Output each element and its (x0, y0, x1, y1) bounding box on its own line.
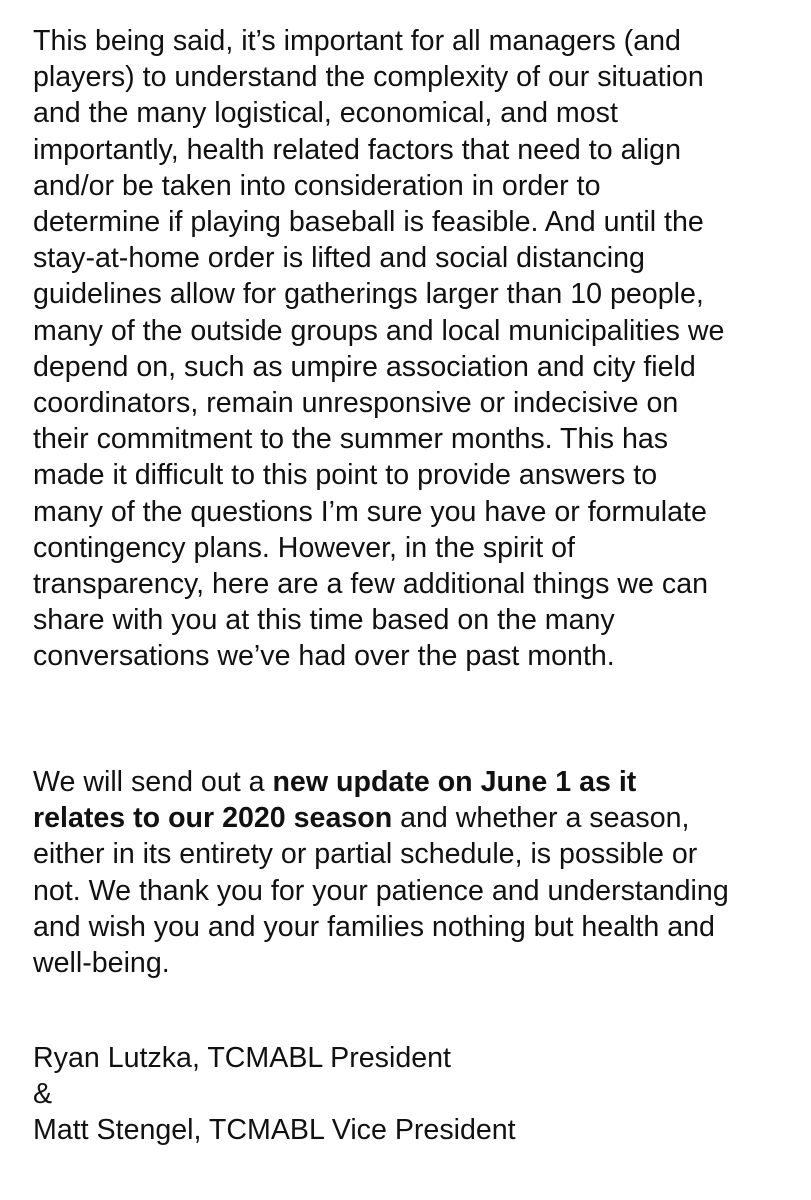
paragraph-update-notice (33, 764, 793, 981)
text-line: many of the questions I’m sure you have or formulate (33, 495, 707, 528)
text-run: and whether a season, (392, 802, 690, 835)
text-line: This being said, it’s important for all managers (and (33, 25, 681, 57)
bold-update-text: new update on June 1 as it (272, 766, 637, 798)
signature-ampersand: & (33, 1078, 53, 1111)
text-line (33, 800, 793, 836)
text-line (33, 764, 793, 800)
signature-president: Ryan Lutzka, TCMABL President (33, 1042, 451, 1074)
text-line: many of the outside groups and local municipalities we (33, 314, 725, 347)
text-line: and wish you and your families nothing but health and (33, 910, 715, 943)
text-line: not. We thank you for your patience and understanding (33, 874, 729, 907)
text-line: share with you at this time based on the many (33, 604, 615, 637)
text-line: made it difficult to this point to provide answers to (33, 459, 658, 492)
text-line: and the many logistical, economical, and most (33, 97, 618, 130)
text-line: determine if playing baseball is feasible. And until the (33, 206, 704, 239)
text-line: transparency, here are a few additional things we can (33, 568, 708, 601)
text-line: guidelines allow for gatherings larger than 10 people, (33, 278, 704, 311)
signature-vice-president: Matt Stengel, TCMABL Vice President (33, 1114, 516, 1147)
text-line: depend on, such as umpire association and city field (33, 350, 696, 383)
signature-block (33, 1040, 793, 1149)
text-line: conversations we’ve had over the past month. (33, 640, 615, 673)
text-line: players) to understand the complexity of our situation (33, 61, 704, 94)
text-line: importantly, health related factors that need to align (33, 133, 681, 166)
text-line: stay-at-home order is lifted and social distancing (33, 242, 645, 275)
text-line: coordinators, remain unresponsive or indecisive on (33, 387, 679, 420)
paragraph-situation (33, 23, 793, 675)
text-line: contingency plans. However, in the spirit of (33, 531, 575, 564)
text-run: We will send out a (33, 766, 273, 798)
text-line: their commitment to the summer months. This has (33, 423, 669, 456)
text-line: either in its entirety or partial schedule, is possible or (33, 838, 698, 871)
text-line: well-being. (33, 947, 170, 980)
bold-update-text: relates to our 2020 season (33, 802, 393, 835)
text-line: and/or be taken into consideration in order to (33, 169, 601, 202)
